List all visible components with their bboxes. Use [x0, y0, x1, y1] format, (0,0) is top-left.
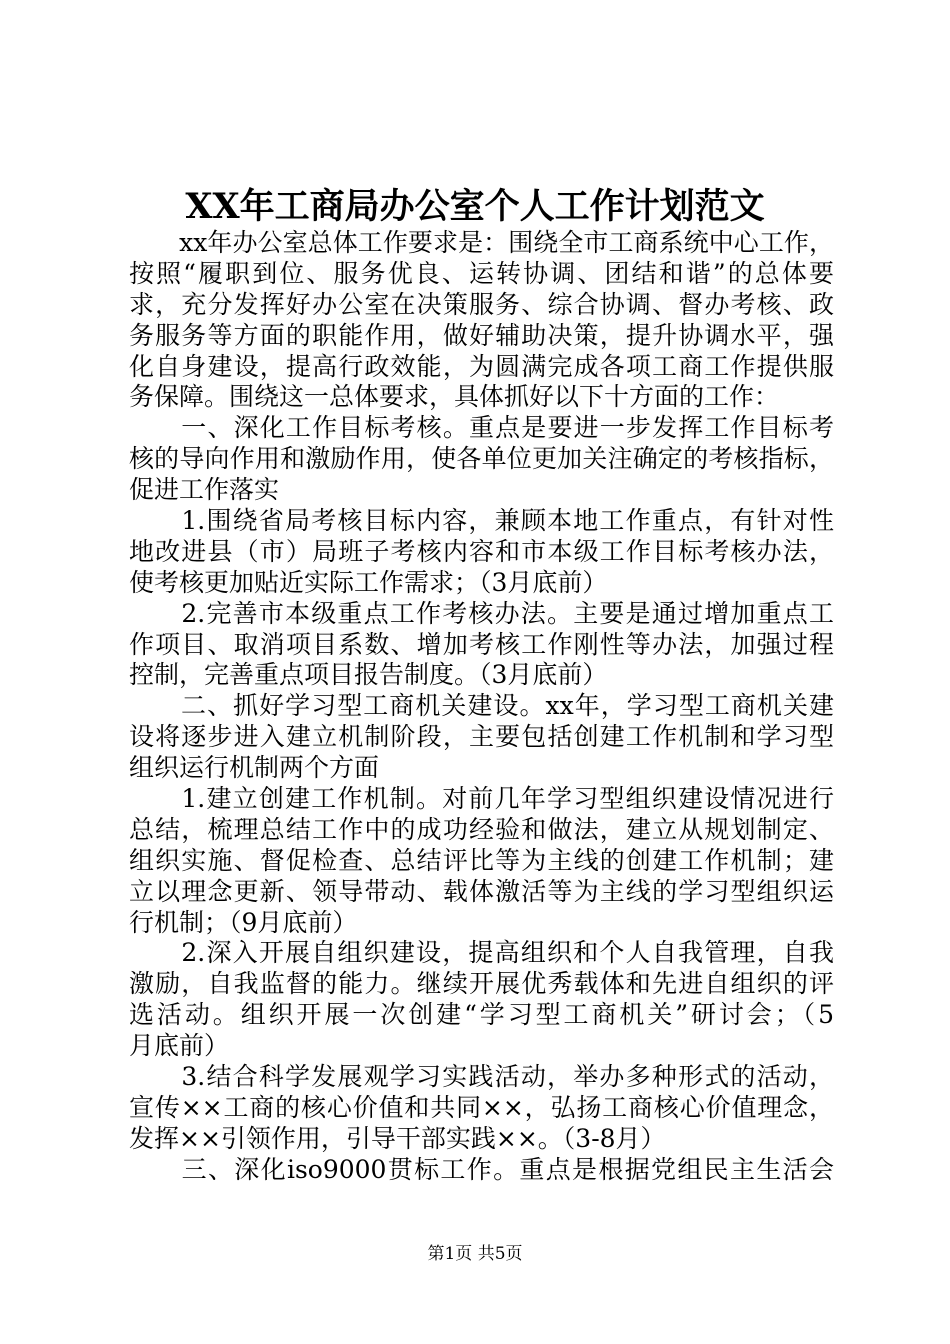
document-body — [129, 228, 834, 1186]
text-line: 三、深化iso9000贯标工作。重点是根据党组民主生活会 — [129, 1154, 834, 1184]
text-line: 求，充分发挥好办公室在决策服务、综合协调、督办考核、政 — [129, 289, 834, 319]
text-line: 发挥××引领作用，引导干部实践××。（3-8月） — [129, 1123, 666, 1153]
text-line: 按照“履职到位、服务优良、运转协调、团结和谐”的总体要 — [129, 258, 834, 288]
text-line: 2.深入开展自组织建设，提高组织和个人自我管理，自我 — [129, 938, 834, 968]
text-line: 1.围绕省局考核目标内容，兼顾本地工作重点，有针对性 — [129, 506, 834, 536]
text-line: 地改进县（市）局班子考核内容和市本级工作目标考核办法， — [129, 536, 834, 566]
text-line: 3.结合科学发展观学习实践活动，举办多种形式的活动， — [129, 1062, 834, 1092]
text-line: 月底前） — [129, 1031, 230, 1061]
text-line: 1.建立创建工作机制。对前几年学习型组织建设情况进行 — [129, 784, 834, 814]
text-line: 总结，梳理总结工作中的成功经验和做法，建立从规划制定、 — [129, 814, 834, 844]
page-footer: 第1页 共5页 — [427, 1244, 523, 1264]
text-line: 2.完善市本级重点工作考核办法。主要是通过增加重点工 — [129, 598, 834, 628]
text-line: 作项目、取消项目系数、增加考核工作刚性等办法，加强过程 — [129, 629, 834, 659]
text-line: 务服务等方面的职能作用，做好辅助决策，提升协调水平，强 — [129, 320, 834, 350]
text-line: 选活动。组织开展一次创建“学习型工商机关”研讨会；（5 — [129, 1000, 834, 1030]
text-line: 立以理念更新、领导带动、载体激活等为主线的学习型组织运 — [129, 876, 834, 906]
text-line: 二、抓好学习型工商机关建设。xx年，学习型工商机关建 — [129, 691, 834, 721]
text-line: 组织运行机制两个方面 — [129, 753, 380, 783]
text-line: 行机制；（9月底前） — [129, 907, 358, 937]
text-line: 核的导向作用和激励作用，使各单位更加关注确定的考核指标， — [129, 444, 834, 474]
text-line: 一、深化工作目标考核。重点是要进一步发挥工作目标考 — [129, 413, 834, 443]
text-line: 组织实施、督促检查、总结评比等为主线的创建工作机制；建 — [129, 845, 834, 875]
text-line: 激励，自我监督的能力。继续开展优秀载体和先进自组织的评 — [129, 969, 834, 999]
text-line: 化自身建设，提高行政效能，为圆满完成各项工商工作提供服 — [129, 351, 834, 381]
text-line: 设将逐步进入建立机制阶段，主要包括创建工作机制和学习型 — [129, 722, 834, 752]
text-line: 宣传××工商的核心价值和共同××，弘扬工商核心价值理念， — [129, 1092, 834, 1122]
text-line: 使考核更加贴近实际工作需求；（3月底前） — [129, 567, 608, 597]
text-line: 控制，完善重点项目报告制度。（3月底前） — [129, 660, 608, 690]
text-line: xx年办公室总体工作要求是：围绕全市工商系统中心工作， — [129, 228, 834, 257]
text-line: 务保障。围绕这一总体要求，具体抓好以下十方面的工作： — [129, 382, 780, 412]
document-title: XX年工商局办公室个人工作计划范文 — [185, 186, 765, 227]
text-line: 促进工作落实 — [129, 475, 280, 505]
